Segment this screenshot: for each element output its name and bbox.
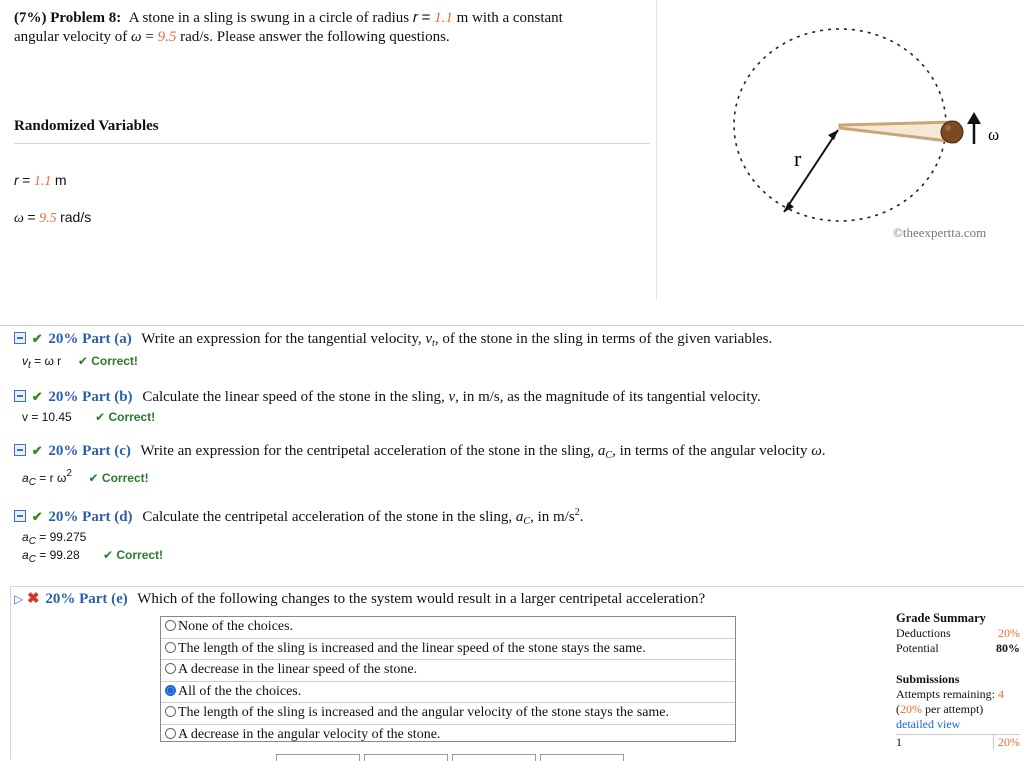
part-d-status: ✔ Correct! — [102, 548, 164, 562]
randomized-variables-title: Randomized Variables — [14, 118, 159, 134]
check-icon: ✔ — [31, 389, 43, 404]
deductions-value: 20% — [998, 626, 1020, 640]
part-e-header — [14, 589, 705, 608]
choice-1[interactable]: The length of the sling is increased and the linear speed of the stone stays the same. — [161, 639, 735, 661]
part-d-answer-1: $a_C = 99.275$ — [22, 530, 87, 547]
part-d-text-2: , in m/s — [530, 509, 575, 525]
potential-row: Potential 80% — [896, 641, 1020, 655]
check-icon: ✔ — [31, 443, 43, 458]
check-icon: ✔ — [31, 509, 43, 524]
problem-statement — [14, 8, 644, 47]
part-a-text-2: , of the stone in the sling in terms of the given variables. — [434, 331, 773, 347]
part-c-status: ✔ Correct! — [88, 471, 149, 485]
choice-0[interactable]: None of the choices. — [161, 617, 735, 639]
part-b-percent: 20% Part (b) — [48, 389, 133, 405]
part-d-text-1: Calculate the centripetal acceleration of the stone in the sling, — [142, 509, 513, 525]
check-icon: ✔ — [31, 331, 43, 346]
per-attempt-value: 20% — [900, 702, 922, 716]
part-b-text-2: , in m/s, as the magnitude of its tangential velocity. — [455, 389, 761, 405]
part-a-status: ✔ Correct! — [77, 354, 138, 368]
rv-r-value: 1.1 — [33, 174, 52, 189]
part-c-text-1: Write an expression for the centripetal acceleration of the stone in the sling, — [140, 443, 595, 459]
sling-figure — [700, 20, 1024, 250]
deductions-row: Deductions 20% — [896, 626, 1020, 640]
part-e-question: Which of the following changes to the system would result in a larger centripetal acceleration? — [137, 591, 706, 607]
grade-summary — [896, 611, 1020, 750]
part-b-header — [14, 389, 761, 406]
radius-arrow — [784, 130, 838, 212]
watermark: ©theexpertta.com — [893, 225, 987, 240]
problem-w-unit: rad/s — [180, 29, 210, 45]
part-c-symbol: $a_C$ — [597, 443, 613, 461]
part-d-answer-text-1: = 99.275 — [39, 530, 87, 544]
part-a-symbol: $v_t$ — [425, 331, 435, 349]
part-c-answer: $a_C = r$ $\omega^2$ ✔ Correct! — [22, 468, 149, 488]
section-divider — [0, 325, 1024, 326]
submission-row: 1 20% — [896, 735, 1020, 749]
part-c-header: ✔ 20% Part (c) Write an expression for the centripetal acceleration of the stone in the sling, $a_C$, in terms of the angular velocity ω. — [14, 443, 826, 461]
expand-arrow-icon[interactable]: ▷ — [14, 592, 24, 606]
submission-deduction: 20% — [993, 735, 1020, 750]
submissions-title: Submissions — [896, 672, 960, 686]
radio-icon[interactable] — [165, 620, 176, 631]
radio-icon[interactable] — [165, 663, 176, 674]
choice-5[interactable]: A decrease in the angular velocity of the stone. — [161, 725, 735, 746]
part-c-answer-text: = r ω — [39, 471, 67, 485]
problem-text-2: with a constant — [472, 10, 563, 26]
problem-r-value: 1.1 — [434, 10, 453, 26]
part-c-text-2: , in terms of the angular velocity — [612, 443, 808, 459]
part-d-answer-text-2: = 99.28 — [39, 548, 80, 562]
rv-w-unit: rad/s — [60, 209, 92, 225]
problem-text-3: angular velocity of — [14, 29, 128, 45]
detailed-view-link[interactable]: detailed view — [896, 717, 961, 731]
part-b-answer-text: v = 10.45 — [22, 410, 72, 424]
attempts-remaining: Attempts remaining: 4 — [896, 687, 1004, 701]
x-icon: ✖ — [26, 591, 40, 607]
problem-equals: = — [421, 9, 431, 26]
choice-2[interactable]: A decrease in the linear speed of the stone. — [161, 660, 735, 682]
divider — [14, 143, 650, 144]
problem-r-unit: m — [456, 10, 469, 26]
per-attempt: (20% per attempt) — [896, 702, 984, 716]
attempts-value: 4 — [997, 687, 1004, 701]
part-d-header: ✔ 20% Part (d) Calculate the centripetal acceleration of the stone in the sling, $a_C$, in $m/s^2$. — [14, 507, 583, 527]
collapse-icon[interactable] — [14, 332, 26, 344]
part-d-symbol: $a_C$ — [515, 509, 531, 527]
rv-r-unit: m — [54, 172, 67, 188]
grade-summary-title: Grade Summary — [896, 611, 986, 625]
radio-icon[interactable] — [165, 728, 176, 739]
part-d-percent: 20% Part (d) — [48, 509, 133, 525]
radio-selected-icon[interactable] — [165, 685, 176, 696]
radius-label: r — [794, 146, 802, 171]
collapse-icon[interactable] — [14, 444, 26, 456]
part-a-text-1: Write an expression for the tangential velocity, — [141, 331, 422, 347]
randomized-w: ω = 9.5 rad/s — [14, 209, 92, 226]
problem-weight: (7%) — [14, 10, 47, 26]
problem-text-4: . Please answer the following questions. — [209, 29, 450, 45]
part-a-header — [14, 331, 772, 349]
problem-text-1: A stone in a sling is swung in a circle of radius — [128, 10, 410, 26]
radio-icon[interactable] — [165, 642, 176, 653]
part-c-omega: ω — [811, 443, 822, 459]
radio-icon[interactable] — [165, 706, 176, 717]
rv-w-value: 9.5 — [39, 211, 57, 226]
part-e-percent: 20% Part (e) — [45, 591, 128, 607]
stone — [941, 121, 963, 143]
collapse-icon[interactable] — [14, 510, 26, 522]
collapse-icon[interactable] — [14, 390, 26, 402]
choice-4[interactable]: The length of the sling is increased and the angular velocity of the stone stays the same. — [161, 703, 735, 725]
problem-equals-2: = — [145, 29, 154, 45]
problem-title: Problem 8: — [50, 10, 122, 26]
problem-w-symbol: ω — [131, 29, 142, 45]
problem-w-value: 9.5 — [157, 29, 177, 45]
randomized-r: r = 1.1 m — [14, 172, 67, 189]
part-b-text-1: Calculate the linear speed of the stone in the sling, — [142, 389, 445, 405]
omega-label: ω — [988, 125, 1000, 144]
potential-value: 80% — [996, 641, 1020, 655]
part-a-answer: $v_t = \omega$ r ✔ Correct! — [22, 354, 138, 371]
part-d-answer-2: $a_C = 99.28$ ✔ Correct! — [22, 548, 164, 565]
part-b-status: ✔ Correct! — [95, 410, 156, 424]
part-b-answer — [22, 410, 155, 424]
choice-3[interactable]: All of the the choices. — [161, 682, 735, 704]
part-b-symbol: v — [448, 389, 456, 405]
rv-w-symbol: ω — [14, 211, 24, 226]
choices-list — [160, 616, 736, 742]
part-a-answer-text: = ω r — [34, 354, 62, 368]
rv-r-symbol: r — [14, 172, 19, 188]
problem-r-symbol: r — [412, 9, 418, 26]
part-c-percent: 20% Part (c) — [48, 443, 131, 459]
part-a-percent: 20% Part (a) — [48, 331, 132, 347]
